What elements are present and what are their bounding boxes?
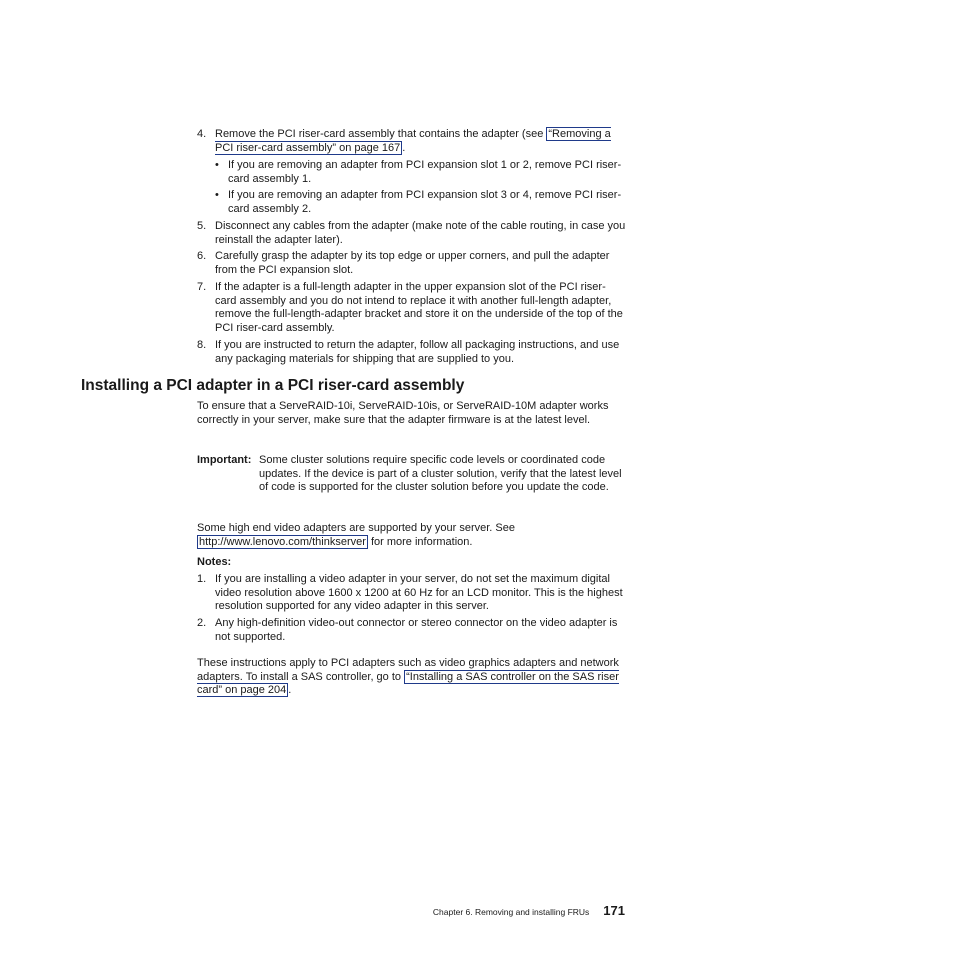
closing-text-end: . [288, 684, 292, 697]
closing-text: These instructions apply to PCI adapters such as video graphics adapters and network adapters. To install a SAS controller, go to [197, 657, 619, 683]
note-number: 2. [197, 617, 207, 629]
bullet-dot: • [215, 159, 219, 171]
page-number: 171 [603, 903, 625, 918]
step-8 [197, 339, 627, 366]
important-label: Important: [197, 454, 252, 466]
video-adapters-paragraph [197, 522, 627, 549]
bullet-text: If you are removing an adapter from PCI expansion slot 3 or 4, remove PCI riser-card assembly 2. [228, 189, 622, 215]
page-footer [433, 902, 625, 920]
lenovo-thinkserver-link[interactable]: http://www.lenovo.com/thinkserver [199, 535, 366, 548]
note-1 [197, 573, 627, 614]
section-heading: Installing a PCI adapter in a PCI riser-card assembly [81, 377, 465, 394]
step-6 [197, 250, 627, 277]
step-number: 4. [197, 128, 207, 140]
intro-paragraph: To ensure that a ServeRAID-10i, ServeRAID-10is, or ServeRAID-10M adapter works correctly in your server, make sure that the adapter firmware is at the latest level. [197, 400, 609, 426]
notes-label: Notes: [197, 556, 232, 568]
bullet-text: If you are removing an adapter from PCI expansion slot 1 or 2, remove PCI riser-card assembly 1. [228, 159, 622, 185]
note-text: If you are installing a video adapter in your server, do not set the maximum digital video resolution above 1600 x 1200 at 60 Hz for an LCD monitor. This is the highest resolution supported for any video adapter in this server. [215, 573, 623, 613]
step-text-end: . [402, 141, 406, 154]
video-text-end: for more information. [367, 535, 473, 548]
chapter-title: Chapter 6. Removing and installing FRUs [432, 907, 590, 917]
step-5 [197, 220, 627, 247]
note-2 [197, 617, 627, 644]
bullet-dot: • [215, 189, 219, 201]
note-number: 1. [197, 573, 207, 585]
step-text: If you are instructed to return the adapter, follow all packaging instructions, and use any packaging materials for shipping that are supplied to you. [215, 339, 620, 365]
video-text: Some high end video adapters are supported by your server. See [197, 522, 515, 534]
bullet-slot-3-4 [215, 189, 627, 216]
removing-riser-card-link[interactable]: “Removing a PCI riser-card assembly” on page 167 [215, 128, 611, 154]
step-number: 5. [197, 220, 207, 232]
step-4 [197, 128, 627, 155]
bullet-slot-1-2 [215, 159, 627, 186]
step-text: Remove the PCI riser-card assembly that contains the adapter (see [215, 128, 547, 140]
step-number: 6. [197, 250, 207, 262]
step-text: If the adapter is a full-length adapter in the upper expansion slot of the PCI riser-card assembly and you do not intend to replace it with another full-length adapter, remove the full-length-adapter bracket and store it on the underside of the top of the PCI riser-card assembly. [215, 281, 623, 334]
step-7 [197, 281, 627, 335]
step-number: 8. [197, 339, 207, 351]
important-text: Some cluster solutions require specific code levels or coordinated code updates. If the device is part of a cluster solution, verify that the latest level of code is supported for the cluster solution before you update the code. [259, 454, 622, 494]
step-text: Disconnect any cables from the adapter (make note of the cable routing, in case you reinstall the adapter later). [215, 220, 626, 246]
note-text: Any high-definition video-out connector or stereo connector on the video adapter is not supported. [215, 617, 618, 643]
closing-paragraph [197, 657, 627, 698]
step-text: Carefully grasp the adapter by its top edge or upper corners, and pull the adapter from the PCI expansion slot. [215, 250, 610, 276]
step-number: 7. [197, 281, 207, 293]
sas-controller-link[interactable]: “Installing a SAS controller on the SAS riser card” on page 204 [197, 670, 619, 697]
